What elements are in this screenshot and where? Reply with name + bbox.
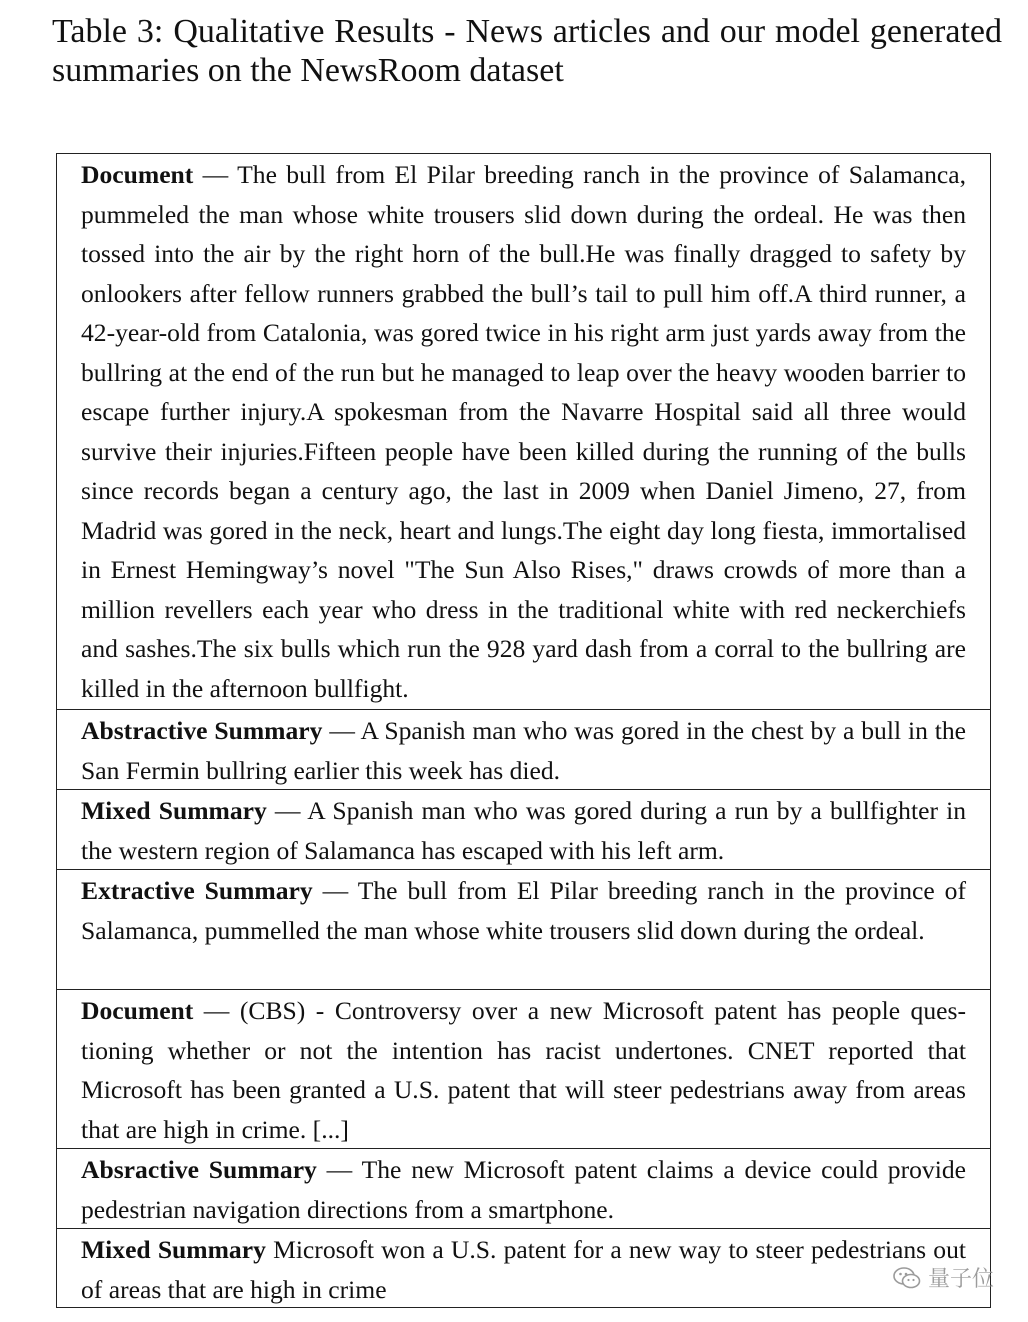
row-text: The bull from El Pilar breeding ranch in the province of Salamanca, pummelled the man whose white trousers slid down during the ordeal. [81, 876, 966, 945]
row-heading: Extractive Summary [81, 876, 313, 905]
table-caption-text: Qualitative Results - News articles and our model generated summaries on the NewsRoom dataset [52, 13, 1003, 89]
row-separator: — [193, 996, 240, 1025]
row-separator: — [322, 716, 361, 745]
row-separator: — [316, 1155, 362, 1184]
table-row [57, 1148, 990, 1228]
row-heading: Document [81, 996, 194, 1025]
watermark-text: 量子位 [927, 1267, 994, 1292]
row-text: The bull from El Pilar breeding ranch in the province of Salamanca, pummeled the man whose white trousers slid down during the ordeal. He was then tossed into the air by the right horn of the bull.He was finally dragged to safety by onlookers after fellow runners grabbed the bull’s tail to pull him off.A third runner, a 42-year-old from Catalonia, was gored twice in his right arm just yards away from the bullring at the end of the run but he managed to leap over the heavy wooden barrier to escape further injury.A spokesman from the Navarre Hospital said all three would survive their injuries.Fifteen people have been killed during the running of the bulls since records began a century ago, the last in 2009 when Daniel Jimeno, 27, from Madrid was gored in the neck, heart and lungs.The eight day long fiesta, immortalised in Ernest Hemingway’s novel "The Sun Also Rises," draws crowds of more than a million revellers each year who dress in the traditional white with red neckerchiefs and sashes.The six bulls which run the 928 yard dash from a corral to the bullring are killed in the afternoon bullfight. [81, 160, 966, 703]
row-text: The new Microsoft patent claims a device could provide pedestrian navigation directions from a smartphone. [81, 1155, 966, 1224]
table-row [57, 869, 990, 989]
table-row [57, 709, 990, 789]
row-separator: — [312, 876, 358, 905]
results-table [56, 153, 991, 1308]
row-separator: — [193, 160, 238, 189]
table-row [57, 154, 990, 709]
row-text: A Spanish man who was gored during a run by a bullfighter in the western region of Salamanca has escaped with his left arm. [81, 796, 966, 865]
table-row [57, 789, 990, 869]
row-separator: — [266, 796, 308, 825]
row-heading: Abstractive Summary [81, 716, 323, 745]
table-caption-label: Table 3: [52, 13, 164, 50]
row-separator [266, 1235, 273, 1264]
table-caption [52, 12, 1002, 90]
row-heading: Mixed Summary [81, 796, 267, 825]
row-text: (CBS) - Controversy over a new Microsoft patent has people questioning whether or not the intention has racist undertones. CNET reported that Microsoft has been granted a U.S. patent that will steer pedestrians away from areas that are high in crime. [...] [81, 996, 966, 1144]
table-row [57, 989, 990, 1148]
row-text: A Spanish man who was gored in the chest by a bull in the San Fermin bullring earlier this week has died. [81, 716, 967, 785]
wechat-icon [892, 1265, 922, 1291]
row-heading: Absractive Summary [81, 1155, 317, 1184]
table-row [57, 1228, 990, 1307]
watermark [892, 1262, 994, 1293]
row-text: Microsoft won a U.S. patent for a new way to steer pedestrians out of areas that are high in crime [81, 1235, 966, 1304]
row-heading: Document [81, 160, 194, 189]
row-heading: Mixed Summary [81, 1235, 266, 1264]
